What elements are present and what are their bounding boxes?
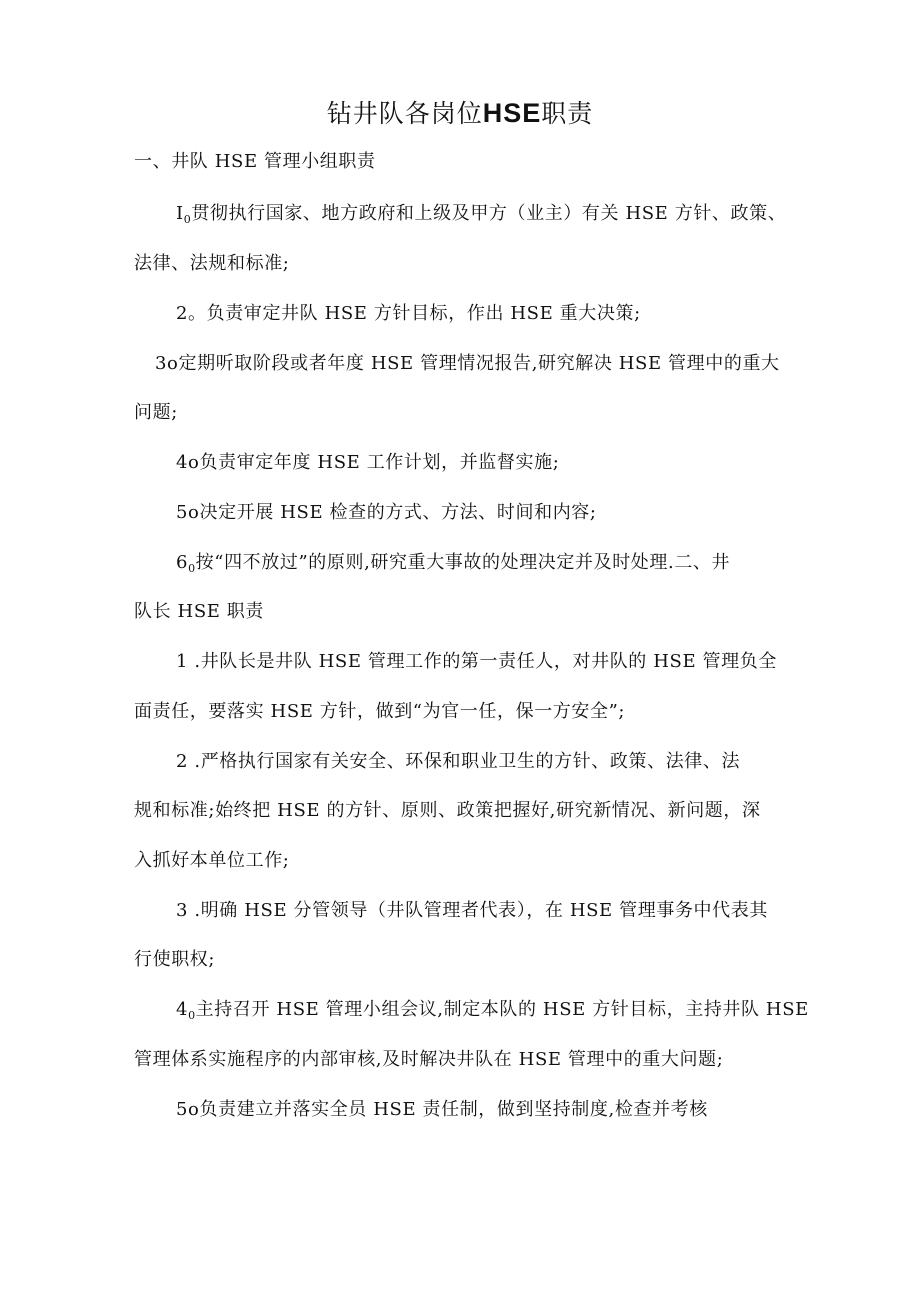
item-number: 5o [176,502,200,523]
item-number: 4 [176,999,189,1020]
item-text: 决定开展 HSE 检查的方式、方法、时间和内容; [199,502,597,523]
paragraph-line: 管理体系实施程序的内部审核,及时解决井队在 HSE 管理中的重大问题; [134,1049,724,1070]
item-text: 明确 HSE 分管领导（井队管理者代表），在 HSE 管理事务中代表其 [200,900,768,921]
paragraph-line [176,202,786,226]
paragraph-line [155,352,780,376]
item-number: I [176,203,184,224]
paragraph-line [176,750,740,774]
paragraph-line [176,302,641,326]
item-number-subscript: 0 [188,1009,196,1022]
item-number: 5o [176,1099,200,1120]
paragraph-line [176,650,777,674]
item-number: 2 . [176,751,201,772]
item-text: 严格执行国家有关安全、环保和职业卫生的方针、政策、法律、法 [200,751,741,772]
paragraph-line [176,1098,708,1122]
item-number: 3 . [176,900,201,921]
item-text: 负责审定井队 HSE 方针目标，作出 HSE 重大决策; [206,303,641,324]
item-text: 主持召开 HSE 管理小组会议,制定本队的 HSE 方针目标，主持井队 HSE [195,999,809,1020]
item-number: 1 . [176,651,201,672]
title-text-latin: HSE [482,98,542,128]
paragraph-line: 规和标准;始终把 HSE 的方针、原则、政策把握好,研究新情况、新问题，深 [134,800,761,821]
title-text-cn1: 钻井队各岗位 [326,99,483,128]
item-text: 负责建立并落实全员 HSE 责任制，做到坚持制度,检查并考核 [199,1099,708,1120]
item-number: 3o [155,353,179,374]
title-text-cn2: 职责 [541,99,594,128]
item-number: 6 [176,552,189,573]
section-heading-1: 一、井队 HSE 管理小组职责 [134,151,376,172]
item-number-subscript: 0 [188,562,196,575]
item-number-subscript: 0 [183,213,192,226]
paragraph-line: 入抓好本单位工作; [134,850,290,871]
paragraph-line: 行使职权; [134,949,216,970]
paragraph-line [176,551,730,575]
item-text: 定期听取阶段或者年度 HSE 管理情况报告,研究解决 HSE 管理中的重大 [178,353,780,374]
paragraph-line [176,451,559,475]
item-text: 井队长是井队 HSE 管理工作的第一责任人，对井队的 HSE 管理负全 [200,651,777,672]
paragraph-line [176,998,809,1022]
paragraph-line: 面责任，要落实 HSE 方针，做到“为官一任，保一方安全”; [134,701,626,722]
item-text: 负责审定年度 HSE 工作计划，并监督实施; [199,452,560,473]
paragraph-line: 法律、法规和标准; [134,253,290,274]
item-text: 贯彻执行国家、地方政府和上级及甲方（业主）有关 HSE 方针、政策、 [191,203,787,224]
paragraph-line [176,899,768,923]
document-title [0,96,920,131]
paragraph-line [176,501,597,525]
paragraph-line: 问题; [134,402,178,423]
item-text: 按“四不放过”的原则,研究重大事故的处理决定并及时处理.二、井 [195,552,731,573]
item-number: 4o [176,452,200,473]
paragraph-line: 队长 HSE 职责 [134,601,265,622]
item-number: 2。 [176,303,207,324]
